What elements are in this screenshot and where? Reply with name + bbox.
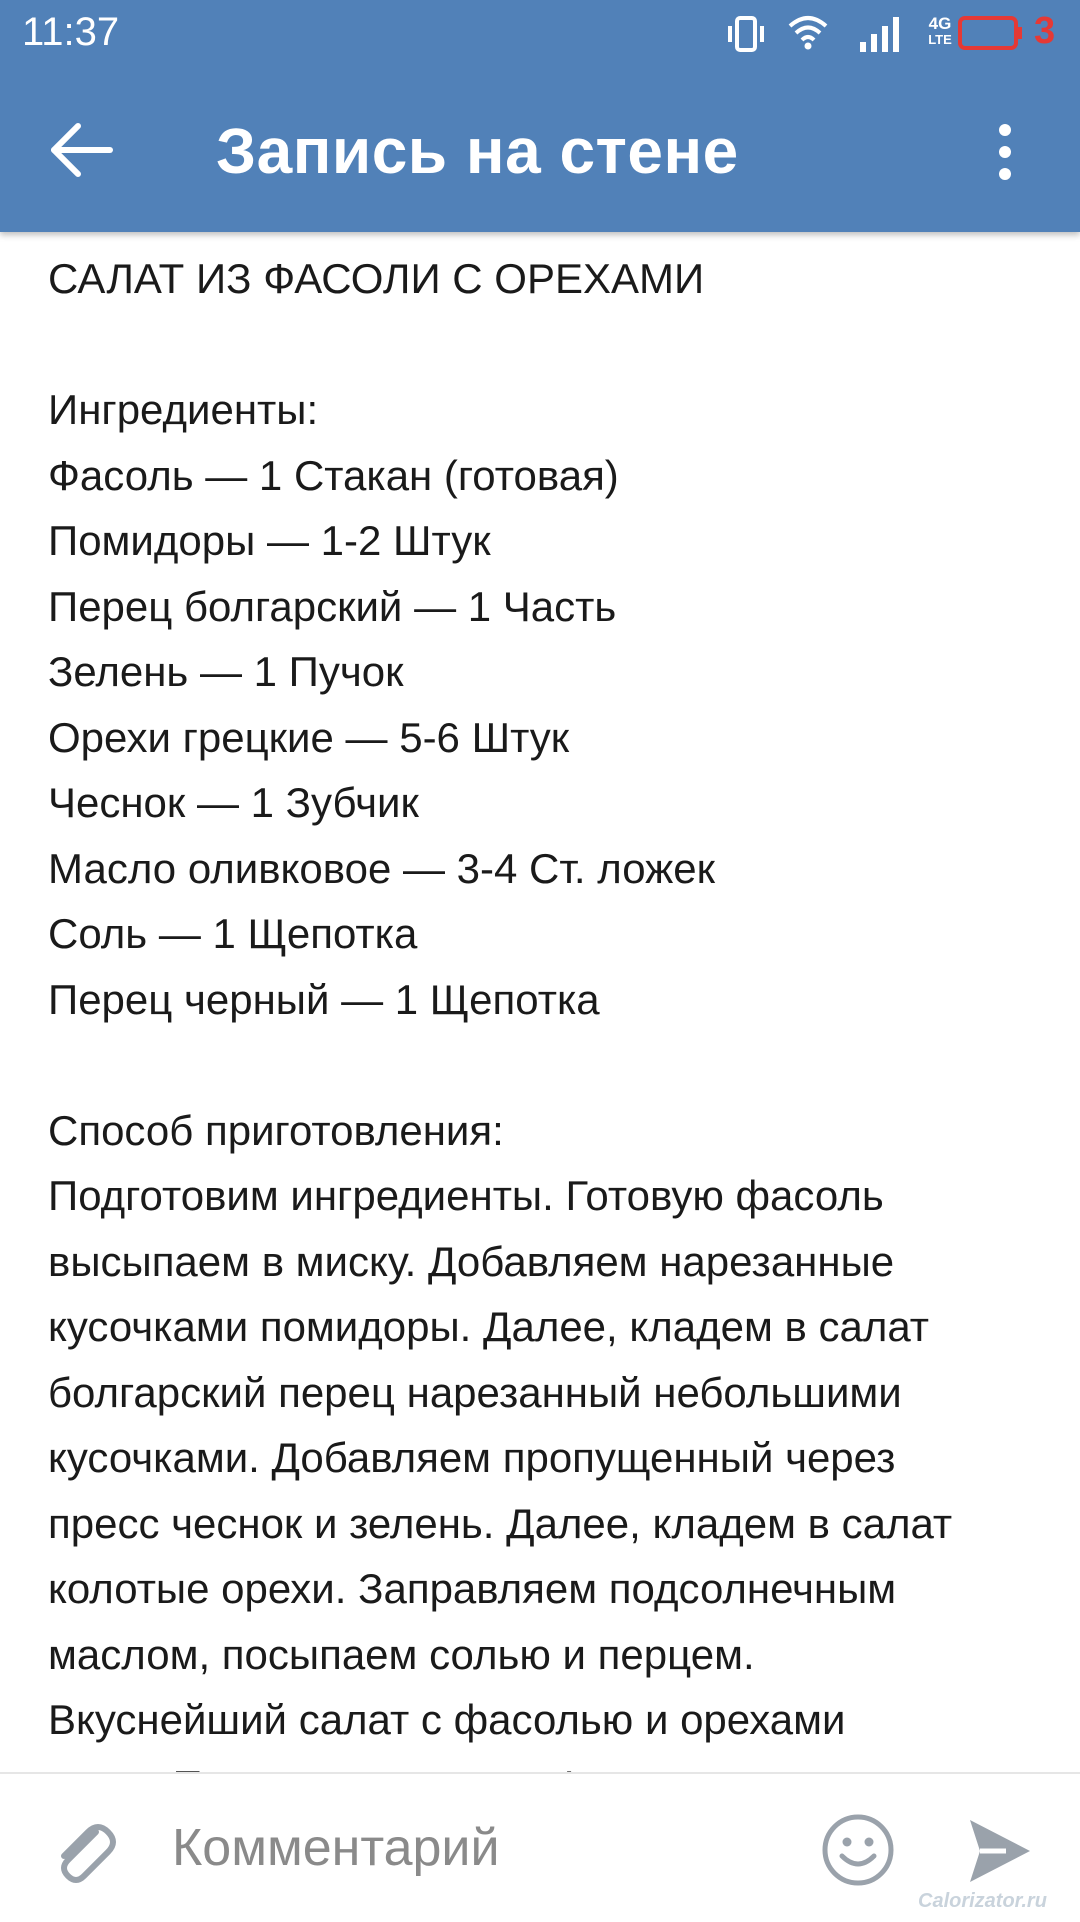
post-line: Соль — 1 Щепотка (48, 910, 418, 957)
more-options-icon[interactable] (990, 122, 1020, 182)
battery-icon (958, 16, 1024, 52)
status-time: 11:37 (22, 10, 120, 54)
page-title: Запись на стене (216, 115, 739, 187)
post-line: болгарский перец нарезанный небольшими (48, 1368, 902, 1416)
post-line: маслом, посыпаем солью и перцем. (48, 1630, 755, 1678)
post-title: САЛАТ ИЗ ФАСОЛИ С ОРЕХАМИ (48, 255, 705, 302)
top-bar (0, 0, 1080, 232)
app-bar (0, 70, 1080, 232)
post-line: высыпаем в миску. Добавляем нарезанные (48, 1237, 895, 1285)
post-line: Масло оливковое — 3-4 Ст. ложек (48, 844, 715, 892)
post-line: Подготовим ингредиенты. Готовую фасоль (48, 1172, 884, 1219)
post-line: Вкуснейший салат с фасолью и орехами (48, 1696, 846, 1743)
emoji-icon[interactable] (820, 1812, 896, 1888)
wifi-icon (786, 12, 830, 52)
network-type (922, 16, 958, 48)
comment-input[interactable]: Комментарий (172, 1819, 500, 1877)
signal-icon (858, 14, 906, 54)
post-line: кусочками. Добавляем пропущенный через (48, 1434, 896, 1481)
post-text (48, 232, 1048, 1772)
post-line: Ингредиенты: (48, 386, 319, 433)
blank-line (48, 312, 1048, 378)
blank-line (48, 1032, 1048, 1098)
post-line: кусочками помидоры. Далее, кладем в салат (48, 1303, 930, 1350)
post-line: Орехи грецкие — 5-6 Штук (48, 713, 570, 761)
attach-icon[interactable] (46, 1814, 122, 1890)
post-line: Способ приготовления: (48, 1106, 504, 1154)
post-line: колотые орехи. Заправляем подсолнечным (48, 1565, 897, 1612)
watermark: Calorizator.ru (918, 1890, 1047, 1912)
status-bar (0, 0, 1080, 70)
network-label: 4G (928, 14, 952, 33)
back-arrow-icon[interactable] (48, 120, 118, 180)
send-icon[interactable] (966, 1816, 1032, 1886)
post-line: Фасоль — 1 Стакан (готовая) (48, 451, 619, 499)
post-line: пресс чеснок и зелень. Далее, кладем в салат (48, 1499, 953, 1547)
battery-level: 3 (1034, 10, 1056, 52)
post-line: Зелень — 1 Пучок (48, 648, 404, 695)
post-line: Перец черный — 1 Щепотка (48, 975, 600, 1023)
post-line: Помидоры — 1-2 Штук (48, 517, 491, 564)
post-line: Перец болгарский — 1 Часть (48, 582, 617, 630)
post-line: Чеснок — 1 Зубчик (48, 779, 419, 826)
vibrate-icon (726, 14, 766, 54)
network-sublabel: LTE (928, 32, 952, 47)
